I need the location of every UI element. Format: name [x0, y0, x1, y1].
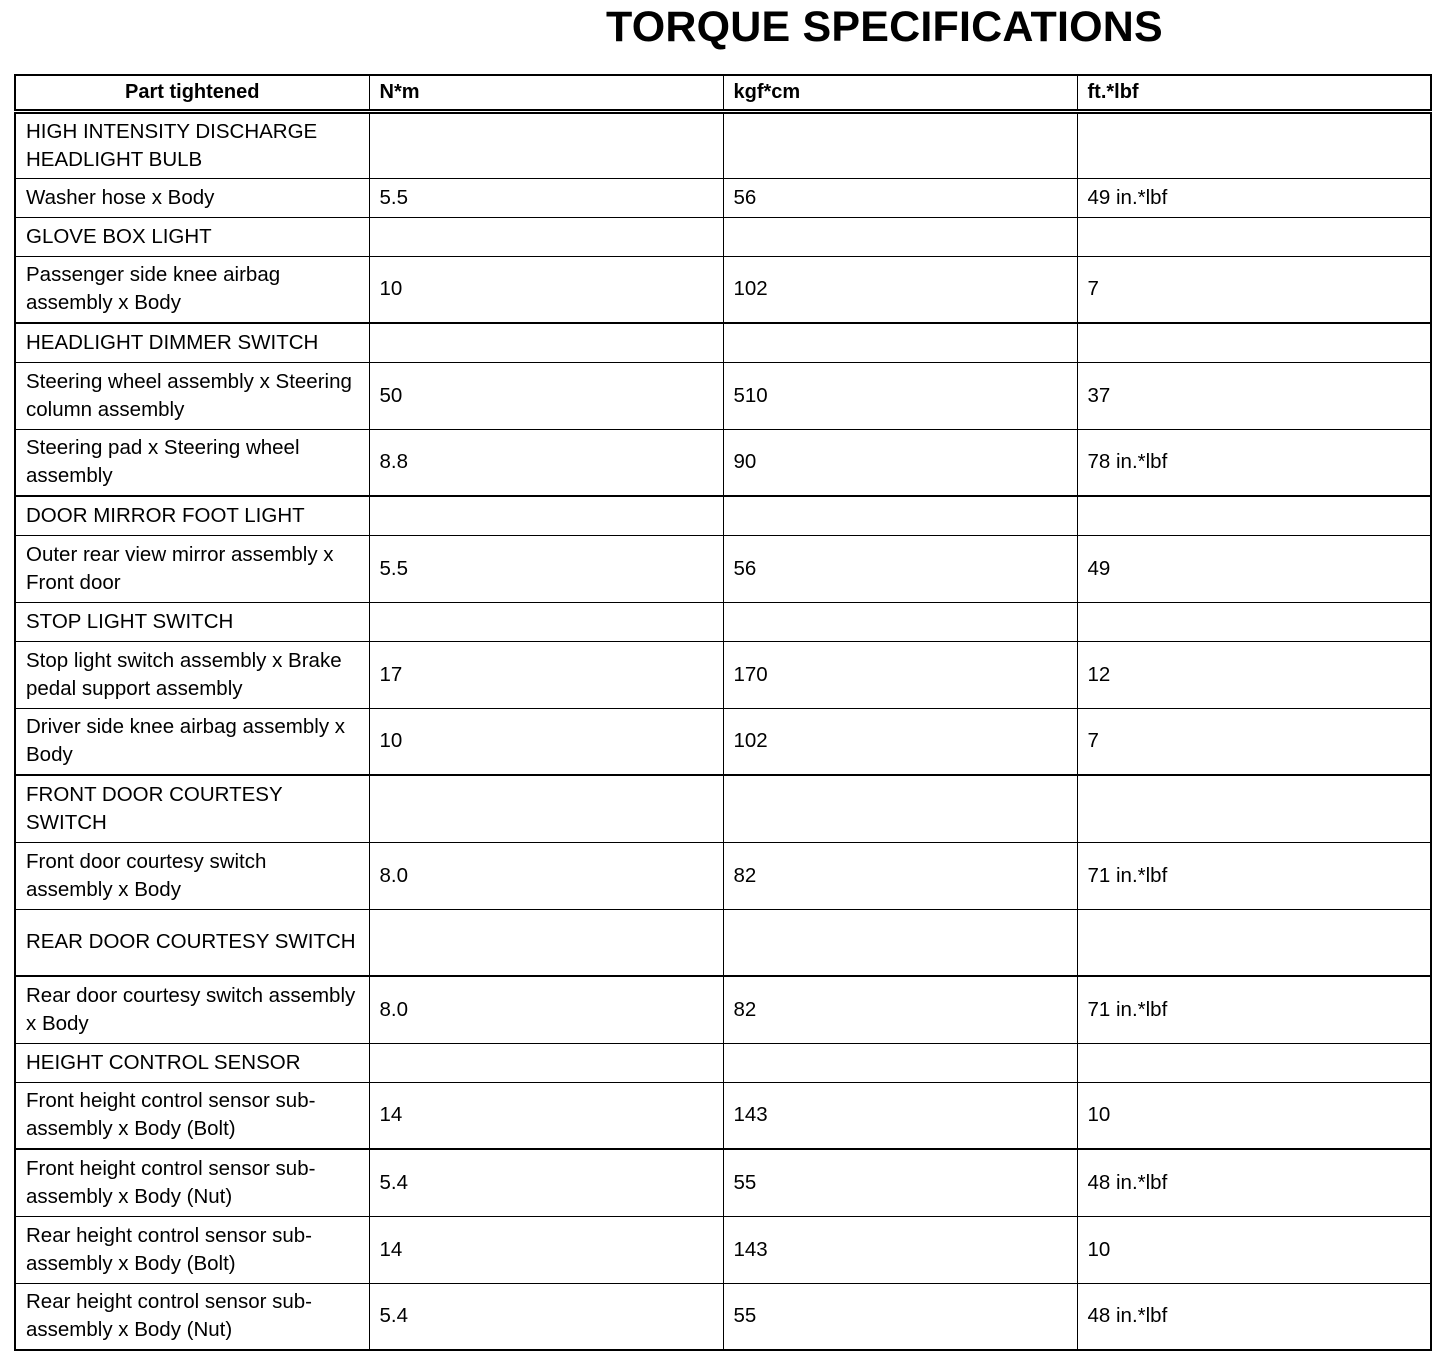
table-row	[15, 1149, 1431, 1216]
cell-ft: 48 in.*lbf	[1077, 1149, 1431, 1216]
torque-spec-table	[14, 74, 1432, 1351]
cell-part: Rear door courtesy switch assembly x Body	[15, 976, 369, 1043]
header-nm: N*m	[369, 75, 723, 111]
cell-nm: 5.4	[369, 1283, 723, 1350]
cell-ft: 49	[1077, 535, 1431, 602]
table-row	[15, 496, 1431, 535]
cell-part: Washer hose x Body	[15, 178, 369, 217]
table-row	[15, 111, 1431, 178]
cell-part: STOP LIGHT SWITCH	[15, 602, 369, 641]
cell-part: GLOVE BOX LIGHT	[15, 217, 369, 256]
page-title: TORQUE SPECIFICATIONS	[606, 3, 1163, 51]
cell-part: Steering pad x Steering wheel assembly	[15, 429, 369, 496]
cell-part: Rear height control sensor sub-assembly x Body (Bolt)	[15, 1216, 369, 1283]
cell-ft: 12	[1077, 641, 1431, 708]
cell-ft: 10	[1077, 1082, 1431, 1149]
cell-kgf: 82	[723, 976, 1077, 1043]
cell-kgf	[723, 111, 1077, 178]
table-row	[15, 1216, 1431, 1283]
cell-ft	[1077, 323, 1431, 362]
cell-nm: 50	[369, 362, 723, 429]
cell-kgf: 55	[723, 1149, 1077, 1216]
cell-nm: 10	[369, 708, 723, 775]
cell-nm	[369, 111, 723, 178]
cell-nm: 14	[369, 1082, 723, 1149]
cell-part: Stop light switch assembly x Brake pedal support assembly	[15, 641, 369, 708]
cell-kgf: 510	[723, 362, 1077, 429]
cell-nm: 14	[369, 1216, 723, 1283]
cell-kgf	[723, 909, 1077, 976]
cell-ft	[1077, 217, 1431, 256]
cell-nm	[369, 775, 723, 842]
cell-nm: 8.0	[369, 842, 723, 909]
cell-nm: 5.5	[369, 178, 723, 217]
cell-kgf: 102	[723, 708, 1077, 775]
table-row	[15, 1283, 1431, 1350]
cell-kgf	[723, 217, 1077, 256]
cell-part: HEADLIGHT DIMMER SWITCH	[15, 323, 369, 362]
cell-kgf	[723, 602, 1077, 641]
cell-part: Front height control sensor sub-assembly x Body (Nut)	[15, 1149, 369, 1216]
cell-kgf: 56	[723, 178, 1077, 217]
cell-kgf	[723, 496, 1077, 535]
cell-part: Front door courtesy switch assembly x Body	[15, 842, 369, 909]
table-row	[15, 362, 1431, 429]
cell-kgf: 143	[723, 1082, 1077, 1149]
cell-ft	[1077, 496, 1431, 535]
cell-nm: 10	[369, 256, 723, 323]
table-row	[15, 976, 1431, 1043]
table-row	[15, 775, 1431, 842]
cell-nm: 8.8	[369, 429, 723, 496]
header-ft-lbf: ft.*lbf	[1077, 75, 1431, 111]
cell-kgf: 90	[723, 429, 1077, 496]
cell-nm	[369, 909, 723, 976]
cell-nm	[369, 217, 723, 256]
cell-kgf	[723, 1043, 1077, 1082]
cell-ft: 71 in.*lbf	[1077, 976, 1431, 1043]
table-row	[15, 323, 1431, 362]
cell-part: Driver side knee airbag assembly x Body	[15, 708, 369, 775]
cell-nm	[369, 602, 723, 641]
cell-kgf	[723, 323, 1077, 362]
cell-nm	[369, 496, 723, 535]
cell-part: Outer rear view mirror assembly x Front door	[15, 535, 369, 602]
cell-part: Front height control sensor sub-assembly x Body (Bolt)	[15, 1082, 369, 1149]
cell-ft	[1077, 111, 1431, 178]
table-header-row	[15, 75, 1431, 111]
cell-part: FRONT DOOR COURTESY SWITCH	[15, 775, 369, 842]
cell-kgf: 102	[723, 256, 1077, 323]
cell-part: REAR DOOR COURTESY SWITCH	[15, 909, 369, 976]
header-part-tightened: Part tightened	[15, 75, 369, 111]
table-row	[15, 909, 1431, 976]
cell-kgf: 143	[723, 1216, 1077, 1283]
cell-nm: 5.4	[369, 1149, 723, 1216]
cell-ft: 7	[1077, 256, 1431, 323]
table-row	[15, 178, 1431, 217]
cell-nm: 5.5	[369, 535, 723, 602]
cell-ft: 7	[1077, 708, 1431, 775]
cell-nm	[369, 1043, 723, 1082]
cell-kgf: 56	[723, 535, 1077, 602]
cell-part: HIGH INTENSITY DISCHARGE HEADLIGHT BULB	[15, 111, 369, 178]
table-row	[15, 641, 1431, 708]
header-kgf-cm: kgf*cm	[723, 75, 1077, 111]
table-row	[15, 429, 1431, 496]
table-row	[15, 708, 1431, 775]
cell-nm: 8.0	[369, 976, 723, 1043]
cell-ft	[1077, 775, 1431, 842]
cell-nm	[369, 323, 723, 362]
cell-kgf: 170	[723, 641, 1077, 708]
cell-nm: 17	[369, 641, 723, 708]
cell-part: Steering wheel assembly x Steering column assembly	[15, 362, 369, 429]
cell-part: Passenger side knee airbag assembly x Body	[15, 256, 369, 323]
cell-part: HEIGHT CONTROL SENSOR	[15, 1043, 369, 1082]
table-row	[15, 602, 1431, 641]
cell-ft: 48 in.*lbf	[1077, 1283, 1431, 1350]
table-row	[15, 535, 1431, 602]
cell-part: Rear height control sensor sub-assembly x Body (Nut)	[15, 1283, 369, 1350]
cell-ft	[1077, 1043, 1431, 1082]
cell-ft: 78 in.*lbf	[1077, 429, 1431, 496]
cell-ft: 37	[1077, 362, 1431, 429]
cell-ft: 49 in.*lbf	[1077, 178, 1431, 217]
cell-ft: 71 in.*lbf	[1077, 842, 1431, 909]
table-row	[15, 217, 1431, 256]
cell-ft	[1077, 602, 1431, 641]
table-row	[15, 256, 1431, 323]
table-row	[15, 842, 1431, 909]
table-row	[15, 1082, 1431, 1149]
cell-part: DOOR MIRROR FOOT LIGHT	[15, 496, 369, 535]
cell-ft: 10	[1077, 1216, 1431, 1283]
table-row	[15, 1043, 1431, 1082]
cell-kgf: 55	[723, 1283, 1077, 1350]
cell-kgf: 82	[723, 842, 1077, 909]
cell-kgf	[723, 775, 1077, 842]
cell-ft	[1077, 909, 1431, 976]
